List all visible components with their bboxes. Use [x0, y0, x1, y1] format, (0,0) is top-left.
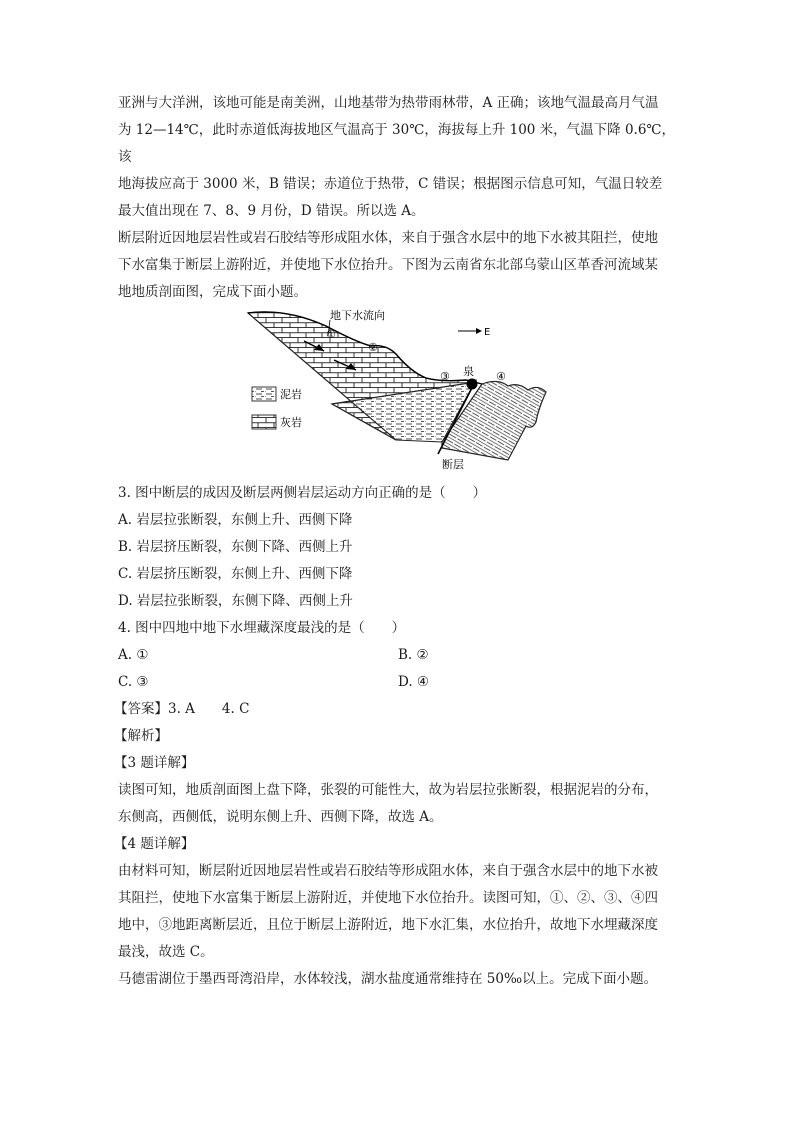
option-d[interactable]: D. 岩层拉张断裂，东侧下降、西侧上升	[118, 593, 353, 609]
legend-limestone-swatch	[252, 415, 276, 429]
question-3	[118, 480, 678, 615]
text-line: 读图可知，地质剖面图上盘下降，张裂的可能性大，故为岩层拉张断裂，根据泥岩的分布，	[118, 782, 658, 798]
marker-4: ④	[496, 370, 506, 383]
text-line: 其阻拦，使地下水富集于断层上游附近，并使地下水位抬升。读图可知，①、②、③、④四	[118, 890, 658, 906]
q4-detail	[118, 858, 678, 966]
profile-diagram	[246, 308, 556, 476]
text-line: 为 12—14℃，此时赤道低海拔地区气温高于 30℃，海拔每上升 100 米，气温下降 0.6℃，该	[118, 122, 676, 165]
geologic-profile-figure	[118, 308, 678, 478]
option-c[interactable]: C. 岩层挤压断裂，东侧上升、西侧下降	[118, 566, 353, 582]
option-a[interactable]: A. 岩层拉张断裂，东侧上升、西侧下降	[118, 512, 353, 528]
option-a[interactable]: A. ①	[118, 647, 149, 663]
text-line: 东侧高，西侧低，说明东侧上升、西侧下降，故选 A。	[118, 809, 443, 825]
text-line: 地中，③地距离断层近，且位于断层上游附近，地下水汇集，水位抬升，故地下水埋藏深度	[118, 917, 658, 933]
material-paragraph	[118, 225, 678, 306]
flow-label: 地下水流向	[330, 309, 385, 322]
marker-2: ②	[368, 341, 378, 354]
text-line: 最大值出现在 7、8、9 月份，D 错误。所以选 A。	[118, 203, 425, 219]
text-line: 下水富集于断层上游附近，并使地下水位抬升。下图为云南省东北部乌蒙山区革香河流域某	[118, 257, 658, 273]
marker-1: ①	[326, 328, 336, 341]
option-d[interactable]: D. ④	[398, 674, 430, 690]
answer-line: 【答案】3. A 4. C	[114, 701, 250, 717]
option-b[interactable]: B. ②	[398, 647, 429, 663]
marker-3: ③	[440, 370, 450, 383]
spring-icon	[467, 379, 478, 390]
question-stem: 4. 图中四地中地下水埋藏深度最浅的是（ ）	[118, 620, 406, 636]
text-line: 由材料可知，断层附近因地层岩性或岩石胶结等形成阻水体，来自于强含水层中的地下水被	[118, 863, 658, 879]
analysis-label: 【解析】	[114, 728, 168, 744]
q3-detail-label: 【3 题详解】	[114, 755, 195, 771]
q3-detail	[118, 777, 678, 831]
text-line: 亚洲与大洋洲，该地可能是南美洲，山地基带为热带雨林带，A 正确；该地气温最高月气温	[118, 95, 659, 111]
question-stem: 3. 图中断层的成因及断层两侧岩层运动方向正确的是（ ）	[118, 485, 487, 501]
text-line: 最浅，故选 C。	[118, 944, 214, 960]
document-page	[114, 90, 678, 993]
q4-detail-label: 【4 题详解】	[114, 836, 195, 852]
question-4	[118, 615, 678, 696]
legend-mudstone-label: 泥岩	[280, 388, 302, 401]
spring-label: 泉	[463, 365, 474, 378]
legend-mudstone-swatch	[252, 387, 276, 401]
legend-limestone-label: 灰岩	[280, 416, 302, 429]
text-line: 地海拔应高于 3000 米，B 错误；赤道位于热带，C 错误；根据图示信息可知，气温日较差	[118, 176, 663, 192]
next-material: 马德雷湖位于墨西哥湾沿岸，水体较浅，湖水盐度通常维持在 50‰以上。完成下面小题。	[118, 971, 658, 987]
text-line: 断层附近因地层岩性或岩石胶结等形成阻水体，来自于强含水层中的地下水被其阻拦，使地	[118, 230, 658, 246]
text-line: 地地质剖面图，完成下面小题。	[118, 284, 307, 300]
fault-label: 断层	[442, 458, 464, 471]
intro-paragraph	[118, 90, 678, 225]
option-b[interactable]: B. 岩层挤压断裂，东侧下降、西侧上升	[118, 539, 353, 555]
east-label: E	[484, 327, 491, 338]
option-c[interactable]: C. ③	[118, 674, 149, 690]
